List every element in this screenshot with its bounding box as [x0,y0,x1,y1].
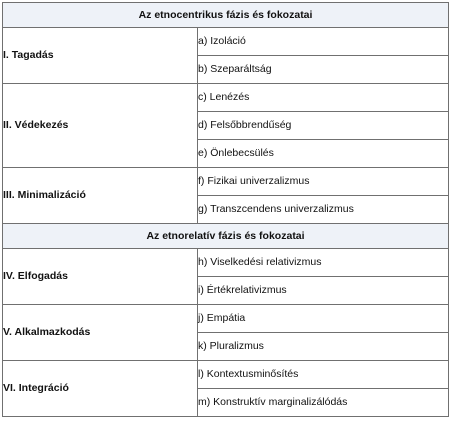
phase-name: II. Védekezés [3,84,198,168]
stage-item: e) Önlebecsülés [198,140,449,168]
stage-item: m) Konstruktív marginalizálódás [198,389,449,417]
section-header-row [3,3,449,28]
phase-name: III. Minimalizáció [3,168,198,224]
section-header-row [3,224,449,249]
table-row [3,361,449,389]
stages-table [2,2,449,417]
stage-item: k) Pluralizmus [198,333,449,361]
section-heading: Az etnocentrikus fázis és fokozatai [3,3,449,28]
phase-name: VI. Integráció [3,361,198,417]
stage-item: i) Értékrelativizmus [198,277,449,305]
phase-name: V. Alkalmazkodás [3,305,198,361]
table-row [3,168,449,196]
stage-item: f) Fizikai univerzalizmus [198,168,449,196]
stage-item: j) Empátia [198,305,449,333]
phase-name: I. Tagadás [3,28,198,84]
table-row [3,249,449,277]
stage-item: g) Transzcendens univerzalizmus [198,196,449,224]
stage-item: l) Kontextusminősítés [198,361,449,389]
stage-item: a) Izoláció [198,28,449,56]
phase-name: IV. Elfogadás [3,249,198,305]
table-row [3,84,449,112]
stage-item: d) Felsőbbrendűség [198,112,449,140]
stage-item: c) Lenézés [198,84,449,112]
stage-item: h) Viselkedési relativizmus [198,249,449,277]
section-heading: Az etnorelatív fázis és fokozatai [3,224,449,249]
table-row [3,28,449,56]
table-row [3,305,449,333]
stage-item: b) Szeparáltság [198,56,449,84]
